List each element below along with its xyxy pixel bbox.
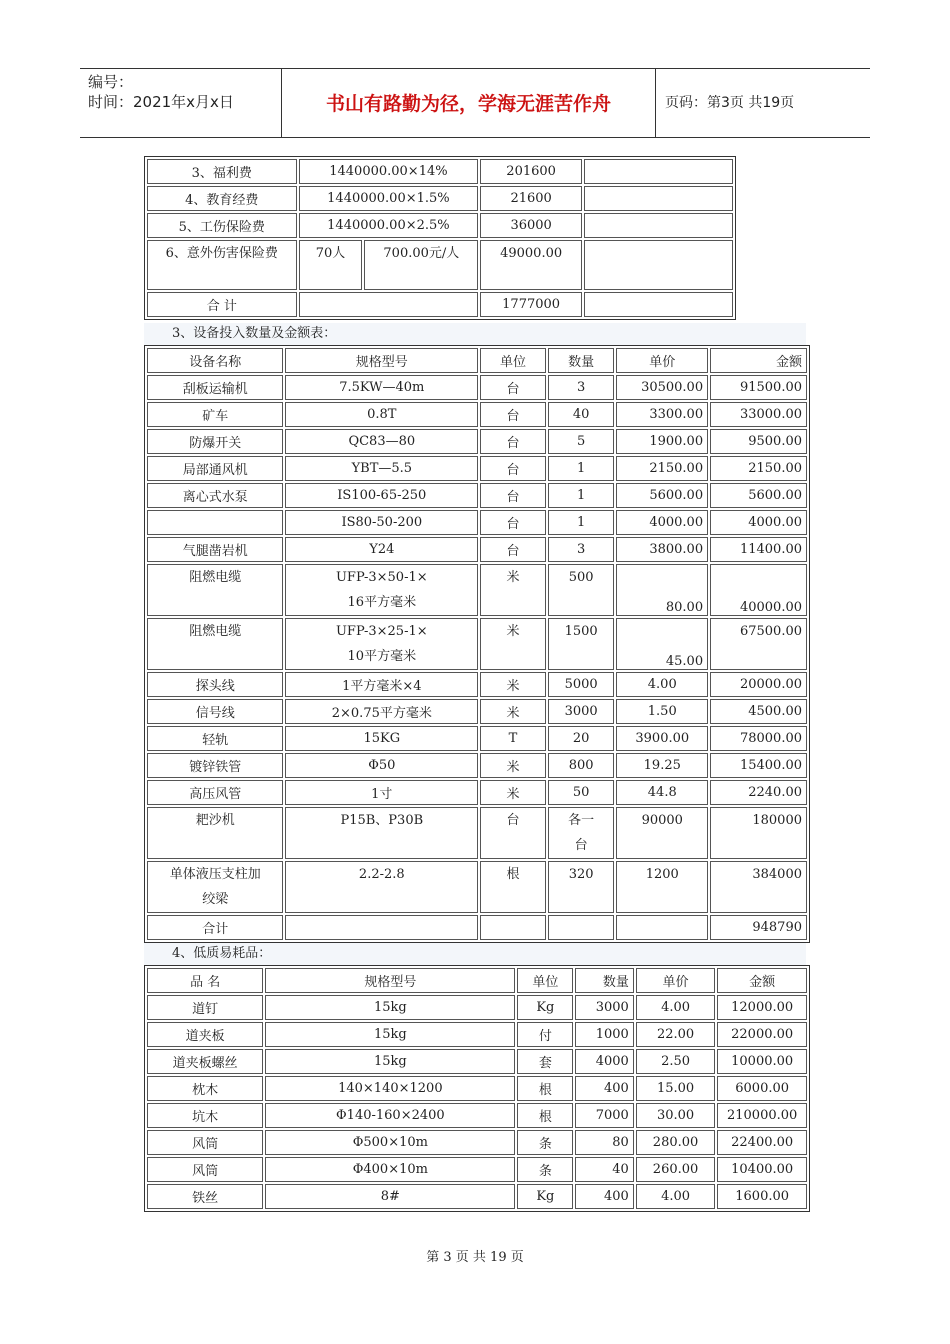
fee-calc: 1440000.00×1.5% <box>299 186 479 211</box>
item-amount: 22000.00 <box>717 1022 807 1047</box>
equipment-name: 轻轨 <box>147 726 283 751</box>
item-qty: 40 <box>575 1157 634 1182</box>
item-spec: 8# <box>265 1184 515 1209</box>
table-row <box>147 861 807 913</box>
equipment-unit: 米 <box>480 699 546 724</box>
table-row <box>147 1184 807 1209</box>
item-price: 22.00 <box>636 1022 715 1047</box>
total-amount: 1777000 <box>480 292 582 317</box>
equipment-price: 80.00 <box>616 564 708 616</box>
item-unit: 条 <box>517 1130 573 1155</box>
insurance-amount: 49000.00 <box>480 240 582 290</box>
table-row <box>147 564 807 616</box>
time-label: 时间：2021年x月x日 <box>88 93 234 111</box>
equipment-price: 4.00 <box>616 672 708 697</box>
equipment-spec: 2.2-2.8 <box>285 861 478 913</box>
equipment-qty: 50 <box>548 780 615 805</box>
equipment-qty: 3000 <box>548 699 615 724</box>
table-row <box>147 213 733 238</box>
total-note <box>584 292 733 317</box>
equipment-price: 45.00 <box>616 618 708 670</box>
item-amount: 6000.00 <box>717 1076 807 1101</box>
fees-table <box>144 156 736 320</box>
equipment-qty: 3 <box>548 537 615 562</box>
table-row <box>147 456 807 481</box>
item-name: 坑木 <box>147 1103 263 1128</box>
item-price: 280.00 <box>636 1130 715 1155</box>
equipment-spec: IS80-50-200 <box>285 510 478 535</box>
equipment-unit: 米 <box>480 780 546 805</box>
column-header: 单位 <box>480 348 546 373</box>
table-row <box>147 672 807 697</box>
equipment-name: 刮板运输机 <box>147 375 283 400</box>
equipment-qty: 500 <box>548 564 615 616</box>
table-row <box>147 1022 807 1047</box>
column-header: 设备名称 <box>147 348 283 373</box>
fee-amount: 201600 <box>480 159 582 184</box>
equipment-spec: 2×0.75平方毫米 <box>285 699 478 724</box>
equipment-qty: 3 <box>548 375 615 400</box>
table-row <box>147 240 733 290</box>
qty-line: 320 <box>568 867 594 882</box>
item-spec: 15kg <box>265 995 515 1020</box>
item-qty: 400 <box>575 1076 634 1101</box>
equipment-name: 阻燃电缆 <box>147 618 283 670</box>
equipment-price: 5600.00 <box>616 483 708 508</box>
equipment-unit: T <box>480 726 546 751</box>
column-header: 规格型号 <box>285 348 478 373</box>
item-name: 风筒 <box>147 1130 263 1155</box>
equipment-qty: 5000 <box>548 672 615 697</box>
table-row <box>147 618 807 670</box>
table-row <box>147 402 807 427</box>
column-header: 数量 <box>575 968 634 993</box>
table-row <box>147 1103 807 1128</box>
equipment-amount: 67500.00 <box>710 618 807 670</box>
item-unit: 套 <box>517 1049 573 1074</box>
fee-name: 4、教育经费 <box>147 186 297 211</box>
item-spec: Φ400×10m <box>265 1157 515 1182</box>
equipment-name <box>147 807 283 859</box>
equipment-amount: 15400.00 <box>710 753 807 778</box>
equipment-qty: 20 <box>548 726 615 751</box>
equipment-name: 高压风管 <box>147 780 283 805</box>
fee-amount: 21600 <box>480 186 582 211</box>
equipment-spec: 1寸 <box>285 780 478 805</box>
item-unit: 根 <box>517 1103 573 1128</box>
qty-line: 各一 <box>568 813 595 828</box>
table-row <box>147 537 807 562</box>
fee-note <box>584 159 733 184</box>
total-price <box>616 915 708 940</box>
fee-name: 3、福利费 <box>147 159 297 184</box>
equipment-price: 2150.00 <box>616 456 708 481</box>
item-amount: 1600.00 <box>717 1184 807 1209</box>
item-spec: 15kg <box>265 1022 515 1047</box>
table-row <box>147 995 807 1020</box>
table-row <box>147 726 807 751</box>
item-price: 2.50 <box>636 1049 715 1074</box>
insurance-note <box>584 240 733 290</box>
column-header: 单位 <box>517 968 573 993</box>
equipment-name: 局部通风机 <box>147 456 283 481</box>
equipment-qty: 1500 <box>548 618 615 670</box>
equipment-qty: 1 <box>548 510 615 535</box>
column-header: 品 名 <box>147 968 263 993</box>
spec-line: UFP-3×25-1× <box>335 624 428 639</box>
item-price: 4.00 <box>636 1184 715 1209</box>
equipment-price: 1.50 <box>616 699 708 724</box>
item-amount: 10000.00 <box>717 1049 807 1074</box>
item-price: 30.00 <box>636 1103 715 1128</box>
equipment-unit: 台 <box>480 429 546 454</box>
equipment-spec: 0.8T <box>285 402 478 427</box>
table-row <box>147 375 807 400</box>
equipment-unit: 台 <box>480 510 546 535</box>
item-qty: 80 <box>575 1130 634 1155</box>
equipment-name: 探头线 <box>147 672 283 697</box>
fee-note <box>584 186 733 211</box>
item-qty: 7000 <box>575 1103 634 1128</box>
equipment-price: 4000.00 <box>616 510 708 535</box>
equipment-qty: 40 <box>548 402 615 427</box>
header-motto: 书山有路勤为径，学海无涯苦作舟 <box>281 69 656 137</box>
total-label: 合 计 <box>147 292 297 317</box>
equipment-amount: 5600.00 <box>710 483 807 508</box>
equipment-price: 90000 <box>616 807 708 859</box>
item-spec: 140×140×1200 <box>265 1076 515 1101</box>
header-page-label: 页码：第3页 共19页 <box>665 95 795 111</box>
item-spec: Φ500×10m <box>265 1130 515 1155</box>
item-name: 枕木 <box>147 1076 263 1101</box>
table-row <box>147 753 807 778</box>
item-qty: 400 <box>575 1184 634 1209</box>
equipment-qty <box>548 861 615 913</box>
item-unit: 条 <box>517 1157 573 1182</box>
table-row <box>147 1076 807 1101</box>
equipment-price: 1200 <box>616 861 708 913</box>
column-header: 规格型号 <box>265 968 515 993</box>
table-header-row <box>147 348 807 373</box>
equipment-unit: 根 <box>480 861 546 913</box>
equipment-amount: 11400.00 <box>710 537 807 562</box>
equipment-name: 矿车 <box>147 402 283 427</box>
table-row <box>147 510 807 535</box>
column-header: 单价 <box>636 968 715 993</box>
item-name: 道夹板 <box>147 1022 263 1047</box>
item-price: 4.00 <box>636 995 715 1020</box>
total-spec <box>285 915 478 940</box>
item-unit: 根 <box>517 1076 573 1101</box>
header-meta <box>80 69 280 137</box>
equipment-price: 19.25 <box>616 753 708 778</box>
equipment-spec: 7.5KW—40m <box>285 375 478 400</box>
table-row <box>147 292 733 317</box>
equipment-price: 30500.00 <box>616 375 708 400</box>
item-name: 风筒 <box>147 1157 263 1182</box>
equipment-price: 3300.00 <box>616 402 708 427</box>
equipment-amount: 4000.00 <box>710 510 807 535</box>
equipment-amount: 40000.00 <box>710 564 807 616</box>
total-qty <box>548 915 615 940</box>
item-unit: Kg <box>517 1184 573 1209</box>
consumables-table <box>144 965 810 1212</box>
equipment-unit: 米 <box>480 672 546 697</box>
total-unit <box>480 915 546 940</box>
item-unit: Kg <box>517 995 573 1020</box>
equipment-amount: 2240.00 <box>710 780 807 805</box>
table-row <box>147 699 807 724</box>
table-row <box>147 483 807 508</box>
equipment-spec <box>285 564 478 616</box>
equipment-spec <box>285 618 478 670</box>
column-header: 金额 <box>717 968 807 993</box>
table-row <box>147 186 733 211</box>
item-amount: 210000.00 <box>717 1103 807 1128</box>
equipment-amount: 4500.00 <box>710 699 807 724</box>
equipment-spec: Φ50 <box>285 753 478 778</box>
item-spec: Φ140-160×2400 <box>265 1103 515 1128</box>
column-header: 数量 <box>548 348 615 373</box>
column-header: 单价 <box>616 348 708 373</box>
item-name: 道夹板螺丝 <box>147 1049 263 1074</box>
fee-note <box>584 213 733 238</box>
fee-amount: 36000 <box>480 213 582 238</box>
spec-line: 10平方毫米 <box>347 649 417 664</box>
equipment-qty: 1 <box>548 483 615 508</box>
spec-line: UFP-3×50-1× <box>335 570 428 585</box>
equipment-amount: 78000.00 <box>710 726 807 751</box>
equipment-unit: 米 <box>480 564 546 616</box>
fee-calc: 1440000.00×2.5% <box>299 213 479 238</box>
equipment-name: 信号线 <box>147 699 283 724</box>
equipment-spec: IS100-65-250 <box>285 483 478 508</box>
fee-calc: 1440000.00×14% <box>299 159 479 184</box>
column-header: 金额 <box>710 348 807 373</box>
name-line: 耙沙机 <box>195 813 235 828</box>
section3-caption: 3、设备投入数量及金额表： <box>144 323 806 345</box>
equipment-amount: 384000 <box>710 861 807 913</box>
item-name: 铁丝 <box>147 1184 263 1209</box>
equipment-spec: P15B、P30B <box>285 807 478 859</box>
equipment-table <box>144 345 810 943</box>
insurance-name: 6、意外伤害保险费 <box>147 240 297 290</box>
equipment-amount: 9500.00 <box>710 429 807 454</box>
equipment-name <box>147 510 283 535</box>
page-footer: 第 3 页 共 19 页 <box>426 1250 524 1265</box>
number-label: 编号： <box>88 73 134 91</box>
equipment-name: 镀锌铁管 <box>147 753 283 778</box>
equipment-spec: QC83—80 <box>285 429 478 454</box>
equipment-name <box>147 861 283 913</box>
equipment-name: 离心式水泵 <box>147 483 283 508</box>
item-spec: 15kg <box>265 1049 515 1074</box>
table-row <box>147 1130 807 1155</box>
item-amount: 10400.00 <box>717 1157 807 1182</box>
equipment-unit: 米 <box>480 618 546 670</box>
equipment-amount: 33000.00 <box>710 402 807 427</box>
section4-caption: 4、低质易耗品： <box>144 943 806 965</box>
equipment-spec: 15KG <box>285 726 478 751</box>
item-qty: 1000 <box>575 1022 634 1047</box>
equipment-qty: 1 <box>548 456 615 481</box>
table-row <box>147 1157 807 1182</box>
equipment-unit: 台 <box>480 537 546 562</box>
equipment-amount: 180000 <box>710 807 807 859</box>
table-row <box>147 915 807 940</box>
item-unit: 付 <box>517 1022 573 1047</box>
equipment-amount: 91500.00 <box>710 375 807 400</box>
insurance-people: 70人 <box>299 240 363 290</box>
equipment-unit: 米 <box>480 753 546 778</box>
equipment-unit: 台 <box>480 375 546 400</box>
equipment-price: 3900.00 <box>616 726 708 751</box>
item-price: 260.00 <box>636 1157 715 1182</box>
equipment-amount: 2150.00 <box>710 456 807 481</box>
equipment-amount: 20000.00 <box>710 672 807 697</box>
equipment-price: 1900.00 <box>616 429 708 454</box>
name-line: 绞梁 <box>202 892 229 907</box>
fee-name: 5、工伤保险费 <box>147 213 297 238</box>
equipment-unit: 台 <box>480 483 546 508</box>
equipment-qty <box>548 807 615 859</box>
item-qty: 4000 <box>575 1049 634 1074</box>
equipment-qty: 800 <box>548 753 615 778</box>
equipment-unit: 台 <box>480 456 546 481</box>
item-qty: 3000 <box>575 995 634 1020</box>
equipment-qty: 5 <box>548 429 615 454</box>
equipment-price: 3800.00 <box>616 537 708 562</box>
table-row <box>147 807 807 859</box>
equipment-spec: Y24 <box>285 537 478 562</box>
equipment-name: 防爆开关 <box>147 429 283 454</box>
equipment-unit: 台 <box>480 402 546 427</box>
equipment-unit: 台 <box>480 807 546 859</box>
equipment-name: 气腿凿岩机 <box>147 537 283 562</box>
table-row <box>147 429 807 454</box>
table-header-row <box>147 968 807 993</box>
total-calc <box>299 292 479 317</box>
page-header <box>80 68 870 138</box>
table-row <box>147 780 807 805</box>
spec-line: 16平方毫米 <box>347 595 417 610</box>
total-amount: 948790 <box>710 915 807 940</box>
qty-line: 台 <box>574 838 588 853</box>
equipment-name: 阻燃电缆 <box>147 564 283 616</box>
table-row <box>147 1049 807 1074</box>
item-price: 15.00 <box>636 1076 715 1101</box>
item-name: 道钉 <box>147 995 263 1020</box>
insurance-unit-price: 700.00元/人 <box>364 240 478 290</box>
item-amount: 12000.00 <box>717 995 807 1020</box>
table-row <box>147 159 733 184</box>
total-label: 合计 <box>147 915 283 940</box>
equipment-price: 44.8 <box>616 780 708 805</box>
equipment-spec: YBT—5.5 <box>285 456 478 481</box>
item-amount: 22400.00 <box>717 1130 807 1155</box>
equipment-spec: 1平方毫米×4 <box>285 672 478 697</box>
name-line: 单体液压支柱加 <box>169 867 261 882</box>
